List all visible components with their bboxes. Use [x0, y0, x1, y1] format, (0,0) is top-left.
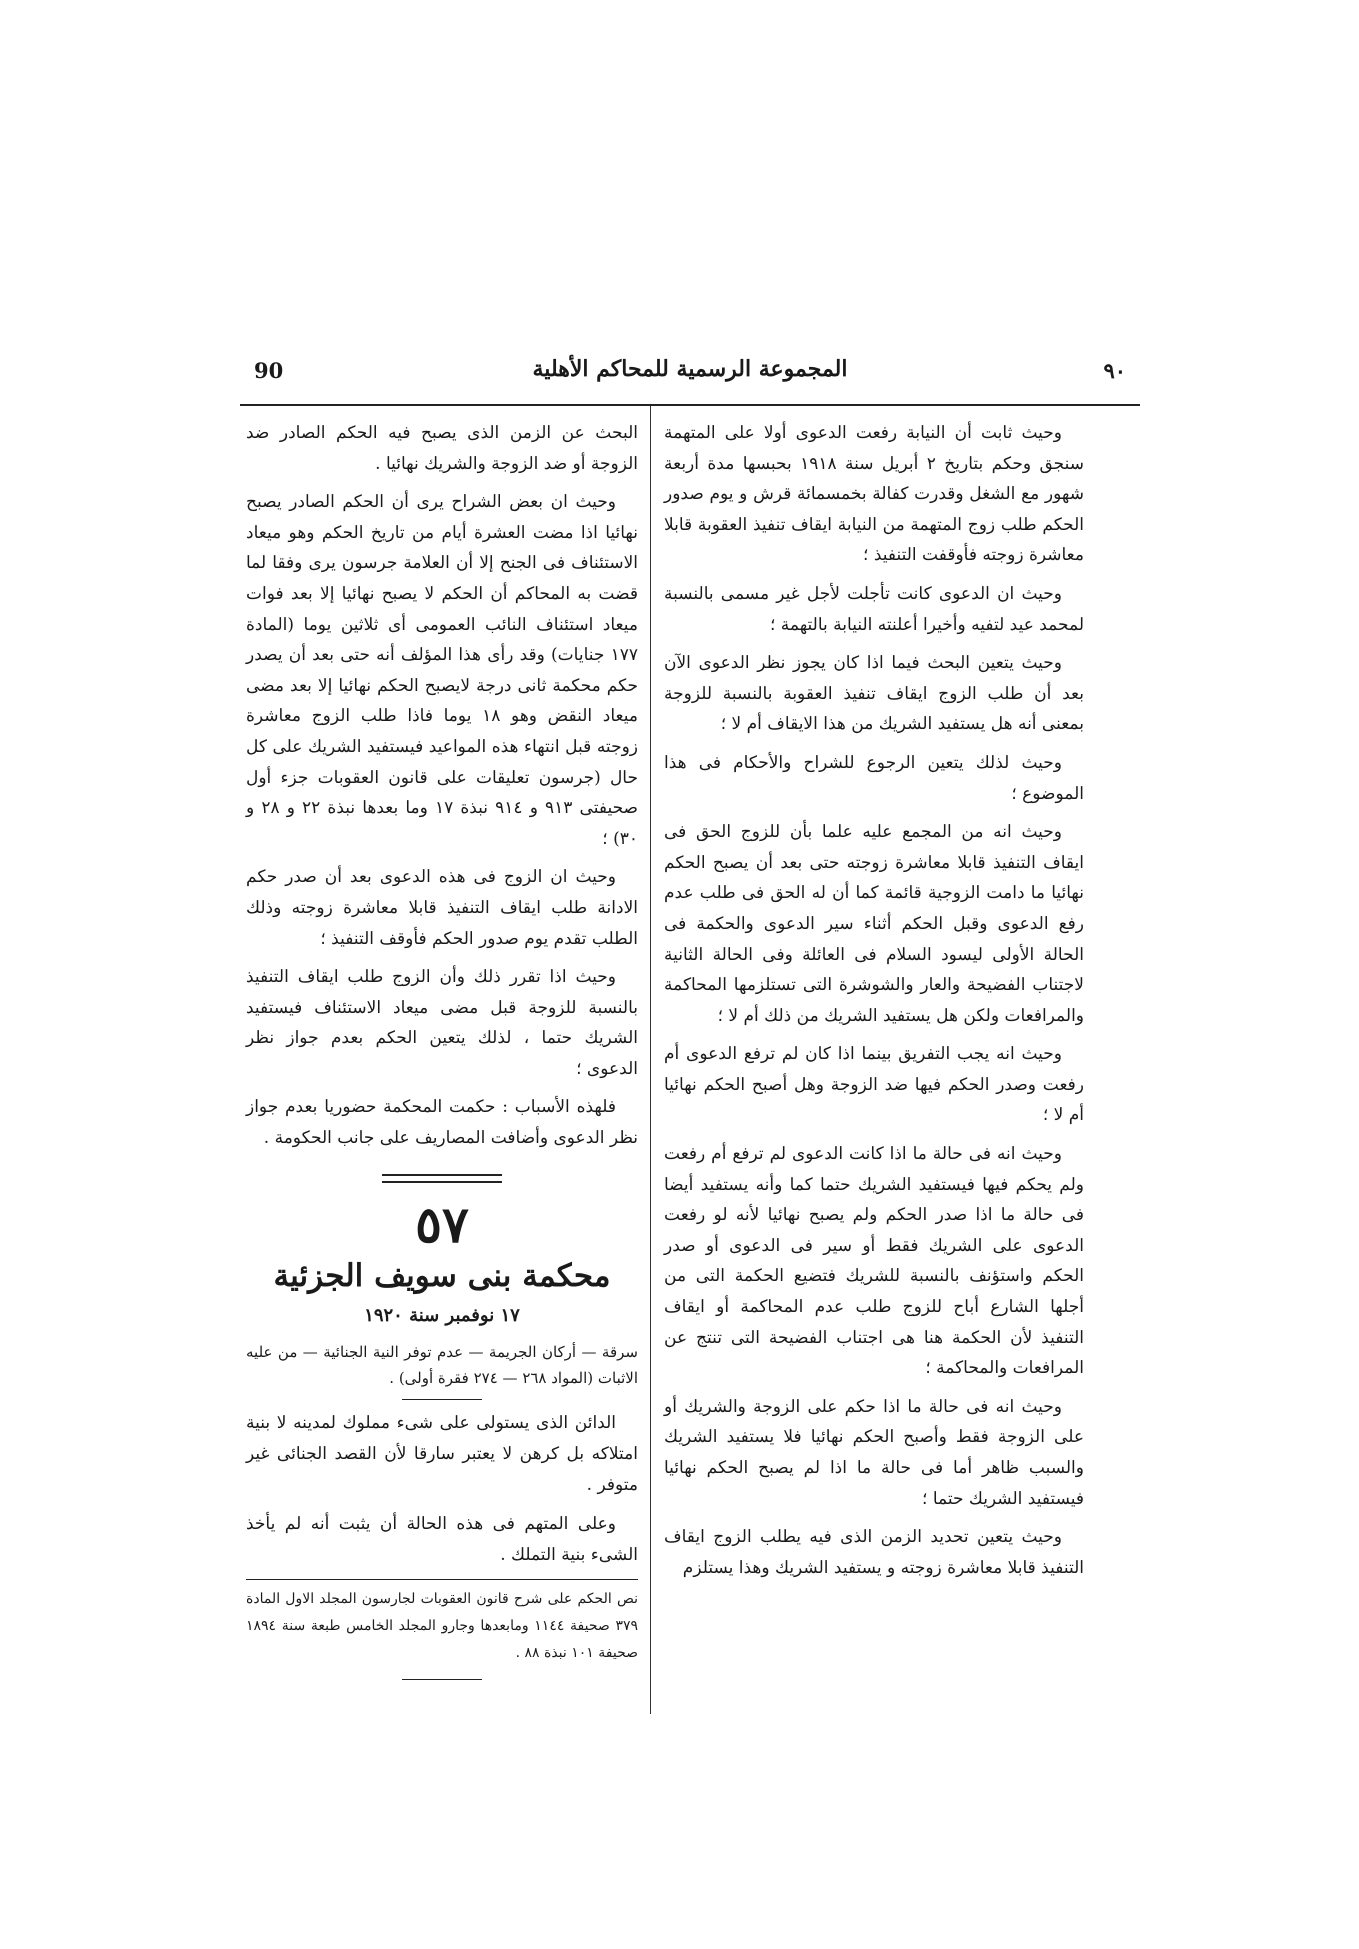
page-number-arabic: ٩٠	[1103, 358, 1126, 383]
left-column	[246, 418, 638, 1680]
headnote: وعلى المتهم فى هذه الحالة أن يثبت أنه لم يأخذ الشىء بنية التملك .	[246, 1514, 638, 1566]
paragraph: وحيث انه يجب التفريق بينما اذا كان لم ترفع الدعوى أم رفعت وصدر الحكم فيها ضد الزوجة وهل أصبح الحكم نهائيا أم لا ؛	[664, 1044, 1084, 1126]
paragraph: وحيث ان الدعوى كانت تأجلت لأجل غير مسمى بالنسبة لمحمد عيد لتفيه وأخيرا أعلنته النيابة بالتهمة ؛	[664, 583, 1084, 635]
footnote: نص الحكم على شرح قانون العقوبات لجارسون المجلد الاول المادة ٣٧٩ صحيفة ١١٤٤ ومابعدها وجارو المجلد الخامس طبعة سنة ١٨٩٤ صحيفة ١٠١ نبذة ٨٨ .	[246, 1591, 638, 1662]
case-separator	[382, 1174, 502, 1183]
paragraph: وحيث ثابت أن النيابة رفعت الدعوى أولا على المتهمة سنجق وحكم بتاريخ ٢ أبريل سنة ١٩١٨ بحبسها مدة أربعة شهور مع الشغل وقدرت كفالة بخمسمائة قرش و يوم صدور الحكم طلب زوج المتهمة من النيابة ايقاف تنفيذ العقوبة قابلا معاشرة زوجته فأوقفت التنفيذ ؛	[664, 423, 1084, 566]
headnote: الدائن الذى يستولى على شىء مملوك لمدينه لا بنية امتلاكه بل كرهن لا يعتبر سارقا لأن القصد الجنائى غير متوفر .	[246, 1413, 638, 1496]
journal-title: المجموعة الرسمية للمحاكم الأهلية	[532, 356, 848, 382]
case-date: ١٧ نوفمبر سنة ١٩٢٠	[364, 1304, 520, 1326]
paragraph: وحيث يتعين البحث فيما اذا كان يجوز نظر الدعوى الآن بعد أن طلب الزوج ايقاف تنفيذ العقوبة بالنسبة للزوجة بمعنى أنه هل يستفيد الشريك من هذا الايقاف أم لا ؛	[664, 653, 1084, 735]
end-rule	[402, 1679, 482, 1680]
keywords-rule	[402, 1399, 482, 1400]
case-keywords: سرقة — أركان الجريمة — عدم توفر النية الجنائية — من عليه الاثبات (المواد ٢٦٨ — ٢٧٤ فقرة أولى) .	[246, 1343, 638, 1388]
right-column	[664, 418, 1084, 1591]
footnote-rule	[246, 1579, 638, 1580]
court-name: محكمة بنى سويف الجزئية	[273, 1257, 611, 1294]
paragraph: وحيث اذا تقرر ذلك وأن الزوج طلب ايقاف التنفيذ بالنسبة للزوجة قبل مضى ميعاد الاستئناف فيستفيد الشريك حتما ، لذلك يتعين الحكم بعدم جواز نظر الدعوى ؛	[246, 967, 638, 1079]
paragraph: وحيث انه من المجمع عليه علما بأن للزوج الحق فى ايقاف التنفيذ قابلا معاشرة زوجته حتى بعد أن يصبح الحكم نهائيا ما دامت الزوجية قائمة كما أن له الحق فى طلب عدم رفع الدعوى وقبل الحكم أثناء سير الدعوى والحكمة فى الحالة الأولى ليسود السلام فى العائلة وفى الحالة الثانية لاجتناب الفضيحة والعار والشوشرة التى تستلزمها المحاكمة والمرافعات ولكن هل يستفيد الشريك من ذلك أم لا ؛	[664, 822, 1084, 1026]
paragraph: فلهذه الأسباب : حكمت المحكمة حضوريا بعدم جواز نظر الدعوى وأضافت المصاريف على جانب الحكومة .	[246, 1097, 638, 1149]
paragraph: وحيث ان الزوج فى هذه الدعوى بعد أن صدر حكم الادانة طلب ايقاف التنفيذ قابلا معاشرة زوجته وذلك الطلب تقدم يوم صدور الحكم فأوقف التنفيذ ؛	[246, 867, 638, 949]
case-number: ٥٧	[415, 1194, 469, 1254]
paragraph: وحيث يتعين تحديد الزمن الذى فيه يطلب الزوج ايقاف التنفيذ قابلا معاشرة زوجته و يستفيد الشريك وهذا يستلزم	[664, 1527, 1084, 1578]
column-divider	[650, 406, 651, 1714]
page-number-latin: 90	[254, 358, 284, 383]
paragraph: البحث عن الزمن الذى يصبح فيه الحكم الصادر ضد الزوجة أو ضد الزوجة والشريك نهائيا .	[246, 423, 638, 474]
header-rule	[240, 404, 1140, 406]
page-header	[240, 354, 1140, 394]
paragraph: وحيث لذلك يتعين الرجوع للشراح والأحكام فى هذا الموضوع ؛	[664, 752, 1084, 804]
paragraph: وحيث انه فى حالة ما اذا حكم على الزوجة والشريك أو على الزوجة فقط وأصبح الحكم نهائيا فلا يستفيد الشريك والسبب ظاهر أما فى حالة ما اذا لم يصبح الحكم نهائيا فيستفيد الشريك حتما ؛	[664, 1396, 1084, 1509]
paragraph: وحيث انه فى حالة ما اذا كانت الدعوى لم ترفع أم رفعت ولم يحكم فيها فيستفيد الشريك حتما كما وأنه يستفيد أيضا فى حالة ما اذا صدر الحكم ولم يصبح نهائيا لأنه لو رفعت الدعوى على الشريك فقط أو سير فى الدعوى أو صدر الحكم واستؤنف بالنسبة للشريك فتضيع الحكمة التى من أجلها الشارع أباح للزوج طلب عدم المحاكمة أو ايقاف التنفيذ لأن الحكمة هنا هى اجتناب الفضيحة التى تنتج عن المرافعات والمحاكمة ؛	[664, 1144, 1084, 1379]
paragraph: وحيث ان بعض الشراح يرى أن الحكم الصادر يصبح نهائيا اذا مضت العشرة أيام من تاريخ الحكم وهو ميعاد الاستئناف فى الجنح إلا أن العلامة جرسون يرى وفقا لما قضت به المحاكم أن الحكم لا يصبح نهائيا إلا بعد فوات ميعاد استئناف النائب العمومى أى ثلاثين يوما (المادة ١٧٧ جنايات) وقد رأى هذا المؤلف أنه حتى بعد أن يصدر حكم محكمة ثانى درجة لايصبح الحكم نهائيا إلا بعد مضى ميعاد النقض وهو ١٨ يوما فاذا طلب الزوج معاشرة زوجته قبل انتهاء هذه المواعيد فيستفيد الشريك على كل حال (جرسون تعليقات على قانون العقوبات جزء أول صحيفتى ٩١٣ و ٩١٤ نبذة ١٧ وما بعدها نبذة ٢٢ و ٢٨ و ٣٠) ؛	[246, 492, 638, 849]
